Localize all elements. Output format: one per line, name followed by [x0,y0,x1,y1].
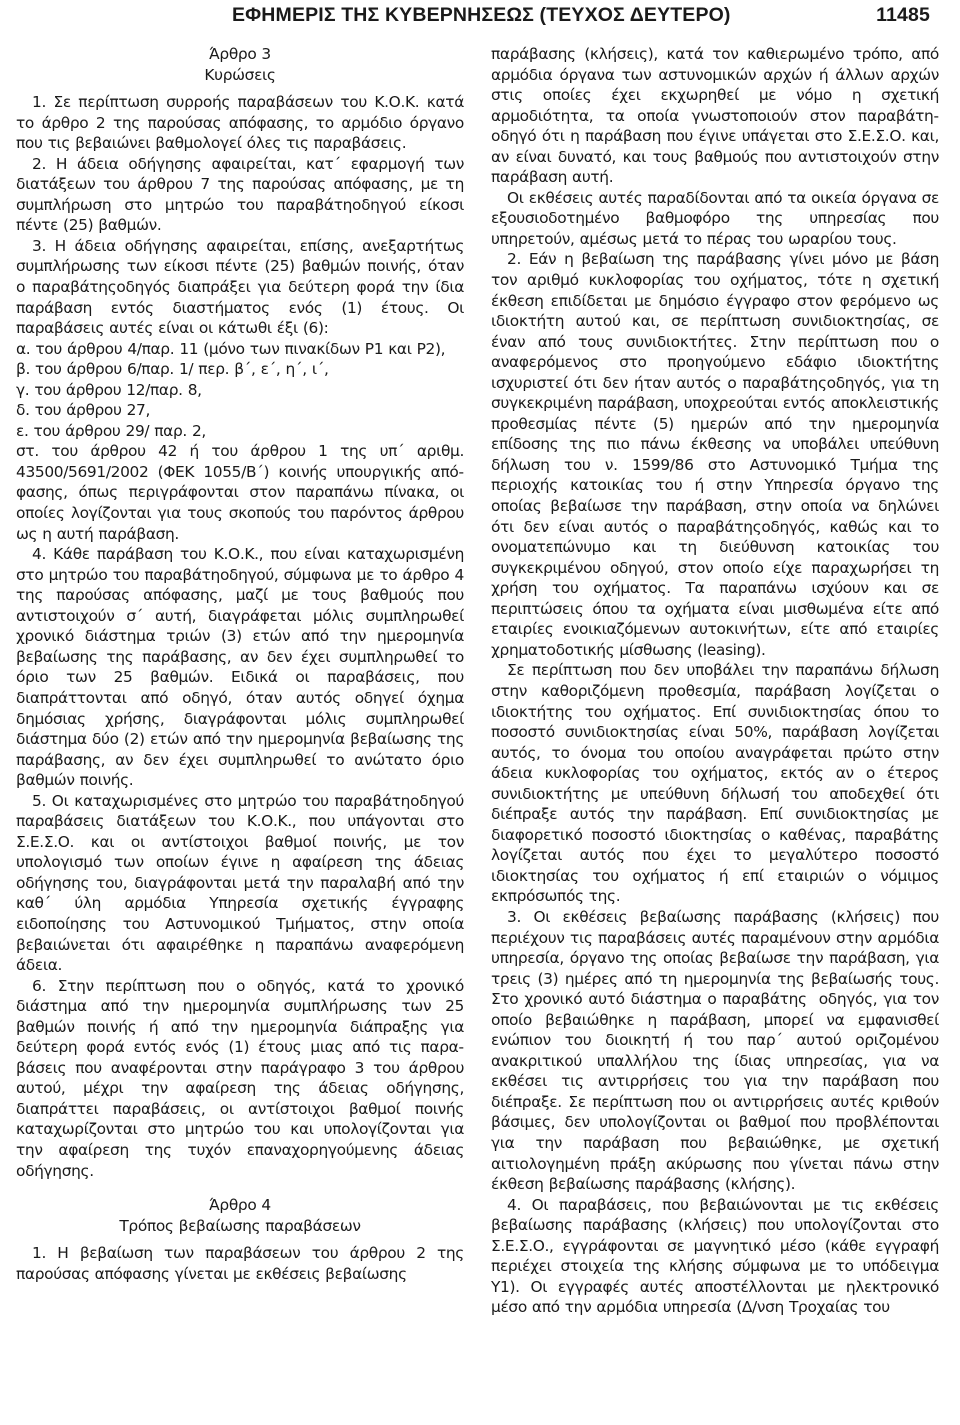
list-item: στ. του άρθρου 42 ή του άρθρου 1 της υπ΄ αριθμ. 43500/5691/2002 (ΦΕΚ 1055/Β΄) κοινής υπουργικής απόφασης, όπως περιγράφονται στον παραπάνω πίνακα, οι οποίες λογίζονται για τους σκοπούς του παρόντος άρθρου ως η αυτή παράβαση. [16,442,464,543]
paragraph: Σε περίπτωση που δεν υποβάλει την παραπάνω δήλωση στην καθοριζόμενη προθεσμία, παράβαση λογίζεται ο ιδιοκτήτης του οχήματος. Επί συνιδιοκτησίας όπου το ποσοστό συνιδιοκτησίας είναι 50%, παράβαση λογίζεται αυτός, το όνομα του οποίου αναγράφεται πρώτο στην άδεια κυκλοφορίας του οχήματος, εκτός αν ο έτερος συνιδιοκτήτης με υπεύθυνη δήλωσή του αποδεχθεί ότι διέπραξε αυτός την παράβαση. Επί συνιδιοκτησίας με διαφορετικό ποσοστό ιδιοκτησίας ο καθένας, παραβάτης λογίζεται αυτός που έχει το μεγαλύτερο ποσοστό ιδιοκτησίας του οχήματος ή επί εταιριών ο νόμιμος εκπρόσωπός της. [491,661,939,906]
article-4-subheading: Τρόπος βεβαίωσης παραβάσεων [119,1216,361,1235]
gazette-title: ΕΦΗΜΕΡΙΣ ΤΗΣ ΚΥΒΕΡΝΗΣΕΩΣ (ΤΕΥΧΟΣ ΔΕΥΤΕΡΟ) [232,4,731,26]
paragraph: 3. Οι εκθέσεις βεβαίωσης παράβασης (κλήσεις) που περιέχουν τις παραβάσεις αυτές παραμένουν στην αρμόδια υπηρεσία, όργανο της οποίας βεβαίωσε την παράβαση, για τρεις (3) ημέρες από τη ημερομηνία της βεβαίωσής τους. Στο χρονικό αυτό διάστημα ο παραβάτης οδηγός, για τον οποίο βεβαιώθηκε η παράβαση, μπορεί να εμφανισθεί ενώπιον του διοικητή ή του παρ΄ αυτού οριζομένου ανακριτικού υπαλλήλου της ίδιας υπηρεσίας, για να εκθέσει τις αντιρρήσεις του για την παράβαση που διέπραξε. Σε περίπτωση που οι αντιρρήσεις αυτές κριθούν βάσιμες, δεν υπολογίζονται οι βαθμοί που προβλέπονται για την παράβαση που βεβαιώθηκε, με σχετική αιτιολογημένη πράξη ακύρωσης που γίνεται πάνω στην έκθεση βεβαίωσης παράβασης (κλήσης). [491,907,939,1194]
list-item: α. του άρθρου 4/παρ. 11 (μόνο των πινακίδων Ρ1 και Ρ2), [16,339,446,358]
list-item: ε. του άρθρου 29/ παρ. 2, [16,421,206,440]
paragraph: Οι εκθέσεις αυτές παραδίδονται από τα οικεία όργανα σε εξουσιοδοτημένο βαθμοφόρο της υπηρεσίας που υπηρετούν, αμέσως μετά το πέρας του ωραρίου τους. [491,188,939,248]
page-number: 11485 [876,4,930,26]
page-header [232,4,930,34]
article-4-heading: Άρθρο 4 [209,1196,271,1215]
paragraph: 2. Η άδεια οδήγησης αφαιρείται, κατ΄ εφαρμογή των διατάξεων του άρθρου 7 της παρούσας απόφασης, με τη συμπλήρωση στο μητρώο του παραβάτηοδηγού είκοσι πέντε (25) βαθμών. [16,154,464,235]
list-item: γ. του άρθρου 12/παρ. 8, [16,380,202,399]
paragraph: 4. Οι παραβάσεις, που βεβαιώνονται με τις εκθέσεις βεβαίωσης παράβασης (κλήσεις) που υπολογίζονται στο Σ.Ε.Σ.Ο., εγγράφονται σε μαγνητικό μέσο (κάθε εγγραφή περιέχει στοιχεία της κλήσης σύμφωνα με το υπόδειγμα Υ1). Οι εγγραφές αυτές αποστέλλονται με ηλεκτρονικό μέσο από την αρμόδια υπηρεσία (Δ/νση Τροχαίας του [491,1195,939,1317]
article-3-heading: Άρθρο 3 [209,45,271,63]
paragraph: παράβασης (κλήσεις), κατά τον καθιερωμένο τρόπο, από αρμόδια όργανα των αστυνομικών αρχών ή άλλων αρχών στις οποίες έχει εκχωρηθεί με νόμο η σχετική αρμοδιότητα, τα οποία γνωστοποιούν στον παραβάτηοδηγό ότι η παράβαση που έγινε υπάγεται στο Σ.Ε.Σ.Ο. και, αν είναι δυνατό, και τους βαθμούς που αντιστοιχούν στην παράβαση αυτή. [491,45,939,187]
left-column [16,44,464,1284]
paragraph: 4. Κάθε παράβαση του Κ.Ο.Κ., που είναι καταχωρισμένη στο μητρώο του παραβάτηοδηγού, σύμφωνα με το άρθρο 4 της παρούσας απόφασης, μαζί με τους βαθμούς που αντιστοιχούν σ΄ αυτή, διαγράφεται μόλις συμπληρωθεί χρονικό διάστημα τριών (3) ετών από την ημερομηνία βεβαίωσης της παράβασης, αν δεν έχει συμπληρωθεί το όριο των 25 βαθμών. Ειδικά οι παραβάσεις, που διαπράττονται από οδηγό, όταν αυτός οδηγεί όχημα δημόσιας χρήσης, διαγράφονται μόλις συμπληρωθεί διάστημα δύο (2) ετών από την ημερομηνία βεβαίωσης της παράβασης, αν δεν έχει συμπληρωθεί το ανώτατο όριο βαθμών ποινής. [16,545,464,790]
paragraph: 6. Στην περίπτωση που ο οδηγός, κατά το χρονικό διάστημα από την ημερομηνία συμπλήρωσης των 25 βαθμών ποινής ή από την ημερομηνία διάπραξης για δεύτερη φορά εντός ενός (1) έτους μιας από τις παραβάσεις που αναφέρονται στην παράγραφο 3 του άρθρου αυτού, μέχρι την αφαίρεση της άδειας οδήγησης, διαπράττει παραβάσεις, οι αντίστοιχοι βαθμοί ποινής καταχωρίζονται στο μητρώο του και υπολογίζονται για την αφαίρεση της τυχόν επαναχορηγούμενης άδειας οδήγησης. [16,976,464,1180]
article-3-subheading: Κυρώσεις [204,65,276,84]
paragraph: 1. Σε περίπτωση συρροής παραβάσεων του Κ.Ο.Κ. κατά το άρθρο 2 της παρούσας απόφασης, το αρμόδιο όργανο που τις βεβαιώνει βαθμολογεί όλες τις παραβάσεις. [16,93,464,153]
paragraph: 3. Η άδεια οδήγησης αφαιρείται, επίσης, ανεξαρτήτως συμπλήρωσης των είκοσι πέντε (25) βαθμών ποινής, όταν ο παραβάτηςοδηγός διαπράξει για δεύτερη φορά την ίδια παράβαση εντός διαστήματος ενός (1) έτους. Οι παραβάσεις αυτές είναι οι κάτωθι έξι (6): [16,236,464,338]
right-column [491,44,939,1318]
paragraph: 2. Εάν η βεβαίωση της παράβασης γίνει μόνο με βάση τον αριθμό κυκλοφορίας του οχήματος, τότε η σχετική έκθεση επιδίδεται με δημόσιο έγγραφο στον φερόμενο ως ιδιοκτήτη αυτού και, σε περίπτωση συνιδιοκτησίας, σε έναν από τους συνιδιοκτήτες. Στην περίπτωση που ο αναφερόμενος στο προηγούμενο εδάφιο ιδιοκτήτης ισχυριστεί ότι δεν ήταν αυτός ο παραβάτηςοδηγός, για τη συγκεκριμένη παράβαση, υποχρεούται εντός αποκλειστικής προθεσμίας πέντε (5) ημερών από την ημερομηνία επίδοσης της πιο πάνω έκθεσης να υποβάλει υπεύθυνη δήλωση του ν. 1599/86 στο Αστυνομικό Τμήμα της περιοχής κατοικίας του ή στην Υπηρεσία όργανο της οποίας βεβαίωσε την παράβαση, στην οποία να δηλώνει ότι δεν είναι αυτός ο παραβάτηςοδηγός, καθώς και το ονοματεπώνυμο και τη διεύθυνση κατοικίας του συγκεκριμένου οδηγού, στον οποίο είχε παραχωρήσει τη χρήση του οχήματος. Τα παραπάνω ισχύουν και σε περιπτώσεις όπου τα οχήματα είναι μισθωμένα είτε από εταιρίες ενοικιαζόμενων αυτοκινήτων, είτε από εταιρίες χρηματοδοτικής μίσθωσης (leasing). [491,250,939,659]
paragraph: 1. Η βεβαίωση των παραβάσεων του άρθρου 2 της παρούσας απόφασης γίνεται με εκθέσεις βεβαίωσης [16,1244,464,1283]
list-item: δ. του άρθρου 27, [16,401,151,420]
list-item: β. του άρθρου 6/παρ. 1/ περ. β΄, ε΄, η΄, ι΄, [16,360,329,379]
paragraph: 5. Οι καταχωρισμένες στο μητρώο του παραβάτηοδηγού παραβάσεις διατάξεων του Κ.Ο.Κ., που υπάγονται στο Σ.Ε.Σ.Ο. και οι αντίστοιχοι βαθμοί ποινής, με τον υπολογισμό των οποίων έγινε η αφαίρεση της άδειας οδήγησης του, διαγράφονται μετά την παραλαβή από την καθ΄ ύλη αρμόδια Υπηρεσία σχετικής έγγραφης ειδοποίησης του Αστυνομικού Τμήματος, στην οποία βεβαιώνεται ότι αφαιρέθηκε η παραπάνω αναφερόμενη άδεια. [16,791,464,975]
